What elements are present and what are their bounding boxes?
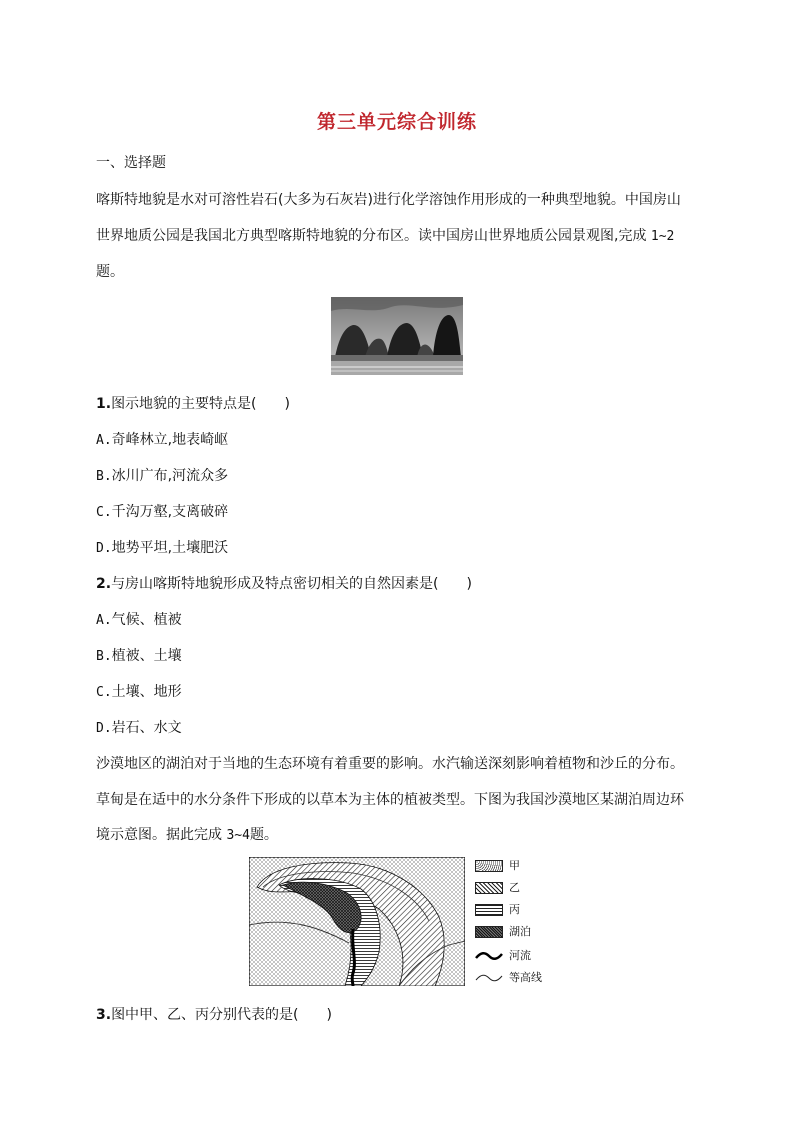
option-key: A. bbox=[96, 433, 112, 448]
question-3 bbox=[96, 1005, 332, 1025]
karst-photo-svg bbox=[331, 297, 463, 375]
option-text: 千沟万壑,支离破碎 bbox=[111, 504, 229, 520]
q1-option-c[interactable] bbox=[96, 502, 228, 523]
question-1 bbox=[96, 394, 290, 414]
question-3-number: 3. bbox=[96, 1007, 112, 1023]
karst-landscape-photo bbox=[331, 297, 463, 375]
legend-lake bbox=[475, 924, 531, 940]
option-key: A. bbox=[96, 613, 112, 628]
legend-yi-label: 乙 bbox=[509, 881, 520, 894]
option-text: 土壤、地形 bbox=[111, 684, 182, 700]
question-2 bbox=[96, 574, 472, 594]
option-key: B. bbox=[96, 649, 112, 664]
intro1-range: 1~2 bbox=[650, 229, 675, 244]
option-key: B. bbox=[96, 469, 112, 484]
intro1-line3: 题。 bbox=[96, 264, 124, 280]
q2-option-d[interactable] bbox=[96, 718, 182, 739]
lake-environment-map bbox=[249, 857, 465, 986]
q2-option-a[interactable] bbox=[96, 610, 182, 631]
option-text: 植被、土壤 bbox=[111, 648, 182, 664]
lake-map-svg bbox=[249, 857, 465, 986]
question-3-stem: 图中甲、乙、丙分别代表的是( ) bbox=[111, 1007, 332, 1023]
legend-bing bbox=[475, 902, 520, 918]
legend-bing-label: 丙 bbox=[509, 903, 520, 916]
legend-contour bbox=[475, 970, 542, 986]
dots-swatch-icon bbox=[475, 860, 503, 872]
intro1-line2-text: 世界地质公园是我国北方典型喀斯特地貌的分布区。读中国房山世界地质公园景观图,完成 bbox=[96, 228, 651, 244]
river-line-icon bbox=[475, 950, 503, 962]
option-key: C. bbox=[96, 505, 112, 520]
legend-yi bbox=[475, 880, 520, 896]
option-text: 奇峰林立,地表崎岖 bbox=[111, 432, 229, 448]
intro2-line2: 草甸是在适中的水分条件下形成的以草本为主体的植被类型。下图为我国沙漠地区某湖泊周边环 bbox=[96, 792, 684, 808]
legend-jia-label: 甲 bbox=[509, 859, 520, 872]
intro2-line3 bbox=[96, 825, 278, 846]
legend-contour-label: 等高线 bbox=[509, 971, 542, 984]
contour-line-icon bbox=[475, 972, 503, 984]
page-title: 第三单元综合训练 bbox=[316, 111, 477, 133]
question-1-number: 1. bbox=[96, 396, 112, 412]
option-text: 岩石、水文 bbox=[111, 720, 182, 736]
intro2-line1: 沙漠地区的湖泊对于当地的生态环境有着重要的影响。水汽输送深刻影响着植物和沙丘的分布。 bbox=[96, 756, 684, 772]
diagonal-hatch-swatch-icon bbox=[475, 882, 503, 894]
question-1-stem: 图示地貌的主要特点是( ) bbox=[111, 396, 290, 412]
intro1-line1: 喀斯特地貌是水对可溶性岩石(大多为石灰岩)进行化学溶蚀作用形成的一种典型地貌。中国房山 bbox=[96, 192, 681, 208]
option-key: D. bbox=[96, 541, 112, 556]
q1-option-d[interactable] bbox=[96, 538, 228, 559]
option-text: 冰川广布,河流众多 bbox=[111, 468, 229, 484]
section-heading: 一、选择题 bbox=[96, 155, 166, 171]
intro1-line2 bbox=[96, 226, 674, 247]
q1-option-a[interactable] bbox=[96, 430, 228, 451]
option-text: 气候、植被 bbox=[111, 612, 182, 628]
option-text: 地势平坦,土壤肥沃 bbox=[111, 540, 229, 556]
option-key: D. bbox=[96, 721, 112, 736]
q2-option-c[interactable] bbox=[96, 682, 182, 703]
legend-lake-label: 湖泊 bbox=[509, 925, 531, 938]
question-2-number: 2. bbox=[96, 576, 112, 592]
option-key: C. bbox=[96, 685, 112, 700]
legend-river-label: 河流 bbox=[509, 949, 531, 962]
horizontal-hatch-swatch-icon bbox=[475, 904, 503, 916]
intro2-line3-text: 境示意图。据此完成 bbox=[96, 827, 227, 843]
legend-river bbox=[475, 948, 531, 964]
q1-option-b[interactable] bbox=[96, 466, 228, 487]
intro2-range: 3~4 bbox=[226, 828, 250, 843]
question-2-stem: 与房山喀斯特地貌形成及特点密切相关的自然因素是( ) bbox=[111, 576, 472, 592]
crosshatch-swatch-icon bbox=[475, 926, 503, 938]
intro2-line3-end: 题。 bbox=[249, 827, 278, 843]
q2-option-b[interactable] bbox=[96, 646, 182, 667]
legend-jia bbox=[475, 858, 520, 874]
